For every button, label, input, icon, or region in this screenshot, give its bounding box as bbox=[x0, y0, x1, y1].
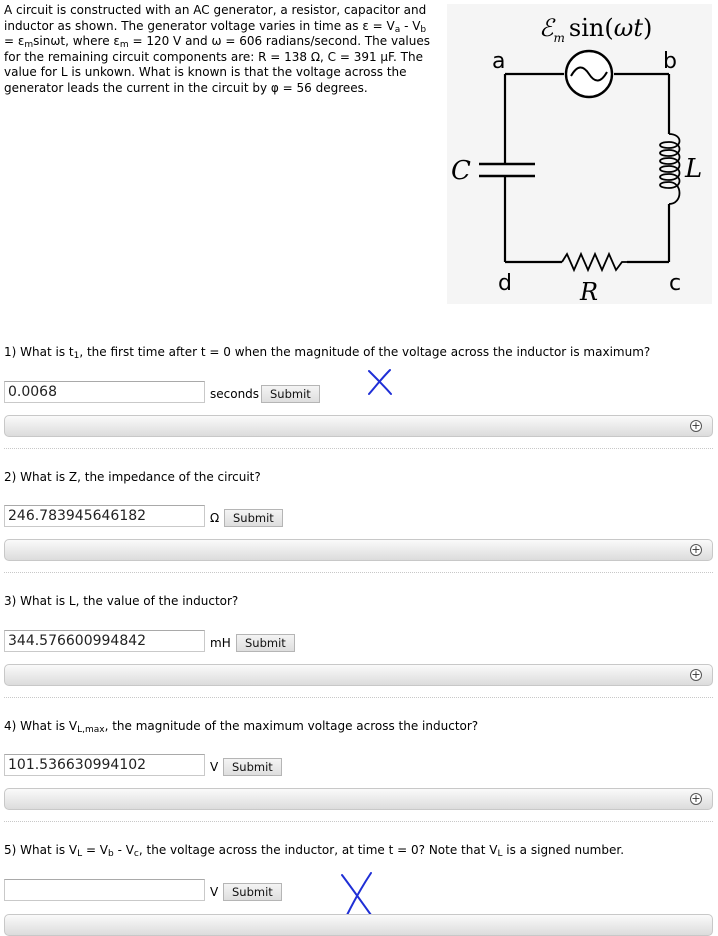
incorrect-mark-5 bbox=[337, 871, 377, 917]
submit-2-button[interactable]: Submit bbox=[224, 509, 283, 527]
answer-5-input[interactable] bbox=[4, 879, 205, 901]
intro-text-2: - V bbox=[400, 18, 421, 33]
submit-3-button[interactable]: Submit bbox=[236, 634, 295, 652]
intro-sub-m2: m bbox=[119, 40, 129, 51]
problem-statement bbox=[4, 3, 432, 97]
answer-3-input[interactable] bbox=[4, 630, 205, 652]
expand-1-icon[interactable]: + bbox=[691, 419, 701, 432]
inductor-label: L bbox=[685, 154, 703, 184]
source-label: ℰ$_m$ sin(ωt) bbox=[539, 14, 653, 45]
ac-source-symbol bbox=[566, 51, 612, 97]
capacitor-label: C bbox=[451, 156, 471, 186]
answer-5-unit: V bbox=[210, 885, 219, 899]
submit-5-button[interactable]: Submit bbox=[223, 883, 282, 901]
question-1-divider bbox=[4, 448, 713, 449]
answer-3-unit: mH bbox=[210, 636, 231, 650]
question-5-text: 5) What is $V_L = V_b - V_c$, the voltage across the inductor, at time t = 0? Note that $V_L$ is a signed number. bbox=[4, 843, 625, 859]
submit-4-button[interactable]: Submit bbox=[223, 758, 282, 776]
intro-text-3: = ε bbox=[4, 34, 25, 49]
answer-4-input[interactable] bbox=[4, 754, 205, 776]
intro-text-4: sinωt, where ε bbox=[33, 34, 120, 49]
question-3-text: 3) What is L, the value of the inductor? bbox=[4, 594, 239, 608]
question-4-help-bar[interactable] bbox=[4, 788, 713, 810]
answer-4-unit: V bbox=[210, 760, 219, 774]
submit-1-button[interactable]: Submit bbox=[261, 385, 320, 403]
intro-sub-m: m bbox=[24, 40, 34, 51]
expand-4-icon[interactable]: + bbox=[691, 792, 701, 805]
question-1-text: 1) What is $t_1$, the first time after t = 0 when the magnitude of the voltage across the inductor is maximum? bbox=[4, 345, 651, 361]
incorrect-mark-1 bbox=[365, 367, 395, 397]
question-4-divider bbox=[4, 821, 713, 822]
question-2-divider bbox=[4, 572, 713, 573]
question-2-text: 2) What is Z, the impedance of the circuit? bbox=[4, 470, 261, 484]
expand-3-icon[interactable]: + bbox=[691, 668, 701, 681]
intro-sub-b: b bbox=[420, 24, 427, 35]
intro-text-5: = 120 V and ω = 606 radians/second. The values for the remaining circuit components are: R = 138 Ω, C = 391 μF. The value for L is unkown. What is known is that the voltage across the generator leads the current in the circuit by φ = 56 degrees. bbox=[4, 34, 431, 95]
node-b-label: b bbox=[663, 49, 677, 74]
question-5-help-bar[interactable] bbox=[4, 914, 713, 936]
answer-2-unit: Ω bbox=[210, 511, 220, 525]
answer-1-unit: seconds bbox=[210, 387, 260, 401]
question-1-help-bar[interactable] bbox=[4, 415, 713, 437]
resistor-label: R bbox=[580, 278, 599, 304]
circuit-diagram bbox=[447, 4, 712, 304]
question-4-text: 4) What is $V_{L,max}$, the magnitude of the maximum voltage across the inductor? bbox=[4, 719, 479, 735]
question-3-help-bar[interactable] bbox=[4, 664, 713, 686]
answer-1-input[interactable] bbox=[4, 381, 205, 403]
node-d-label: d bbox=[498, 271, 512, 296]
intro-sub-a: a bbox=[394, 24, 401, 35]
intro-text-1: A circuit is constructed with an AC generator, a resistor, capacitor and inductor as shown. The generator voltage varies in time as ε = V bbox=[4, 3, 427, 33]
expand-2-icon[interactable]: + bbox=[691, 543, 701, 556]
question-3-divider bbox=[4, 697, 713, 698]
node-a-label: a bbox=[492, 49, 506, 74]
question-2-help-bar[interactable] bbox=[4, 539, 713, 561]
node-c-label: c bbox=[669, 271, 682, 296]
answer-2-input[interactable] bbox=[4, 505, 205, 527]
